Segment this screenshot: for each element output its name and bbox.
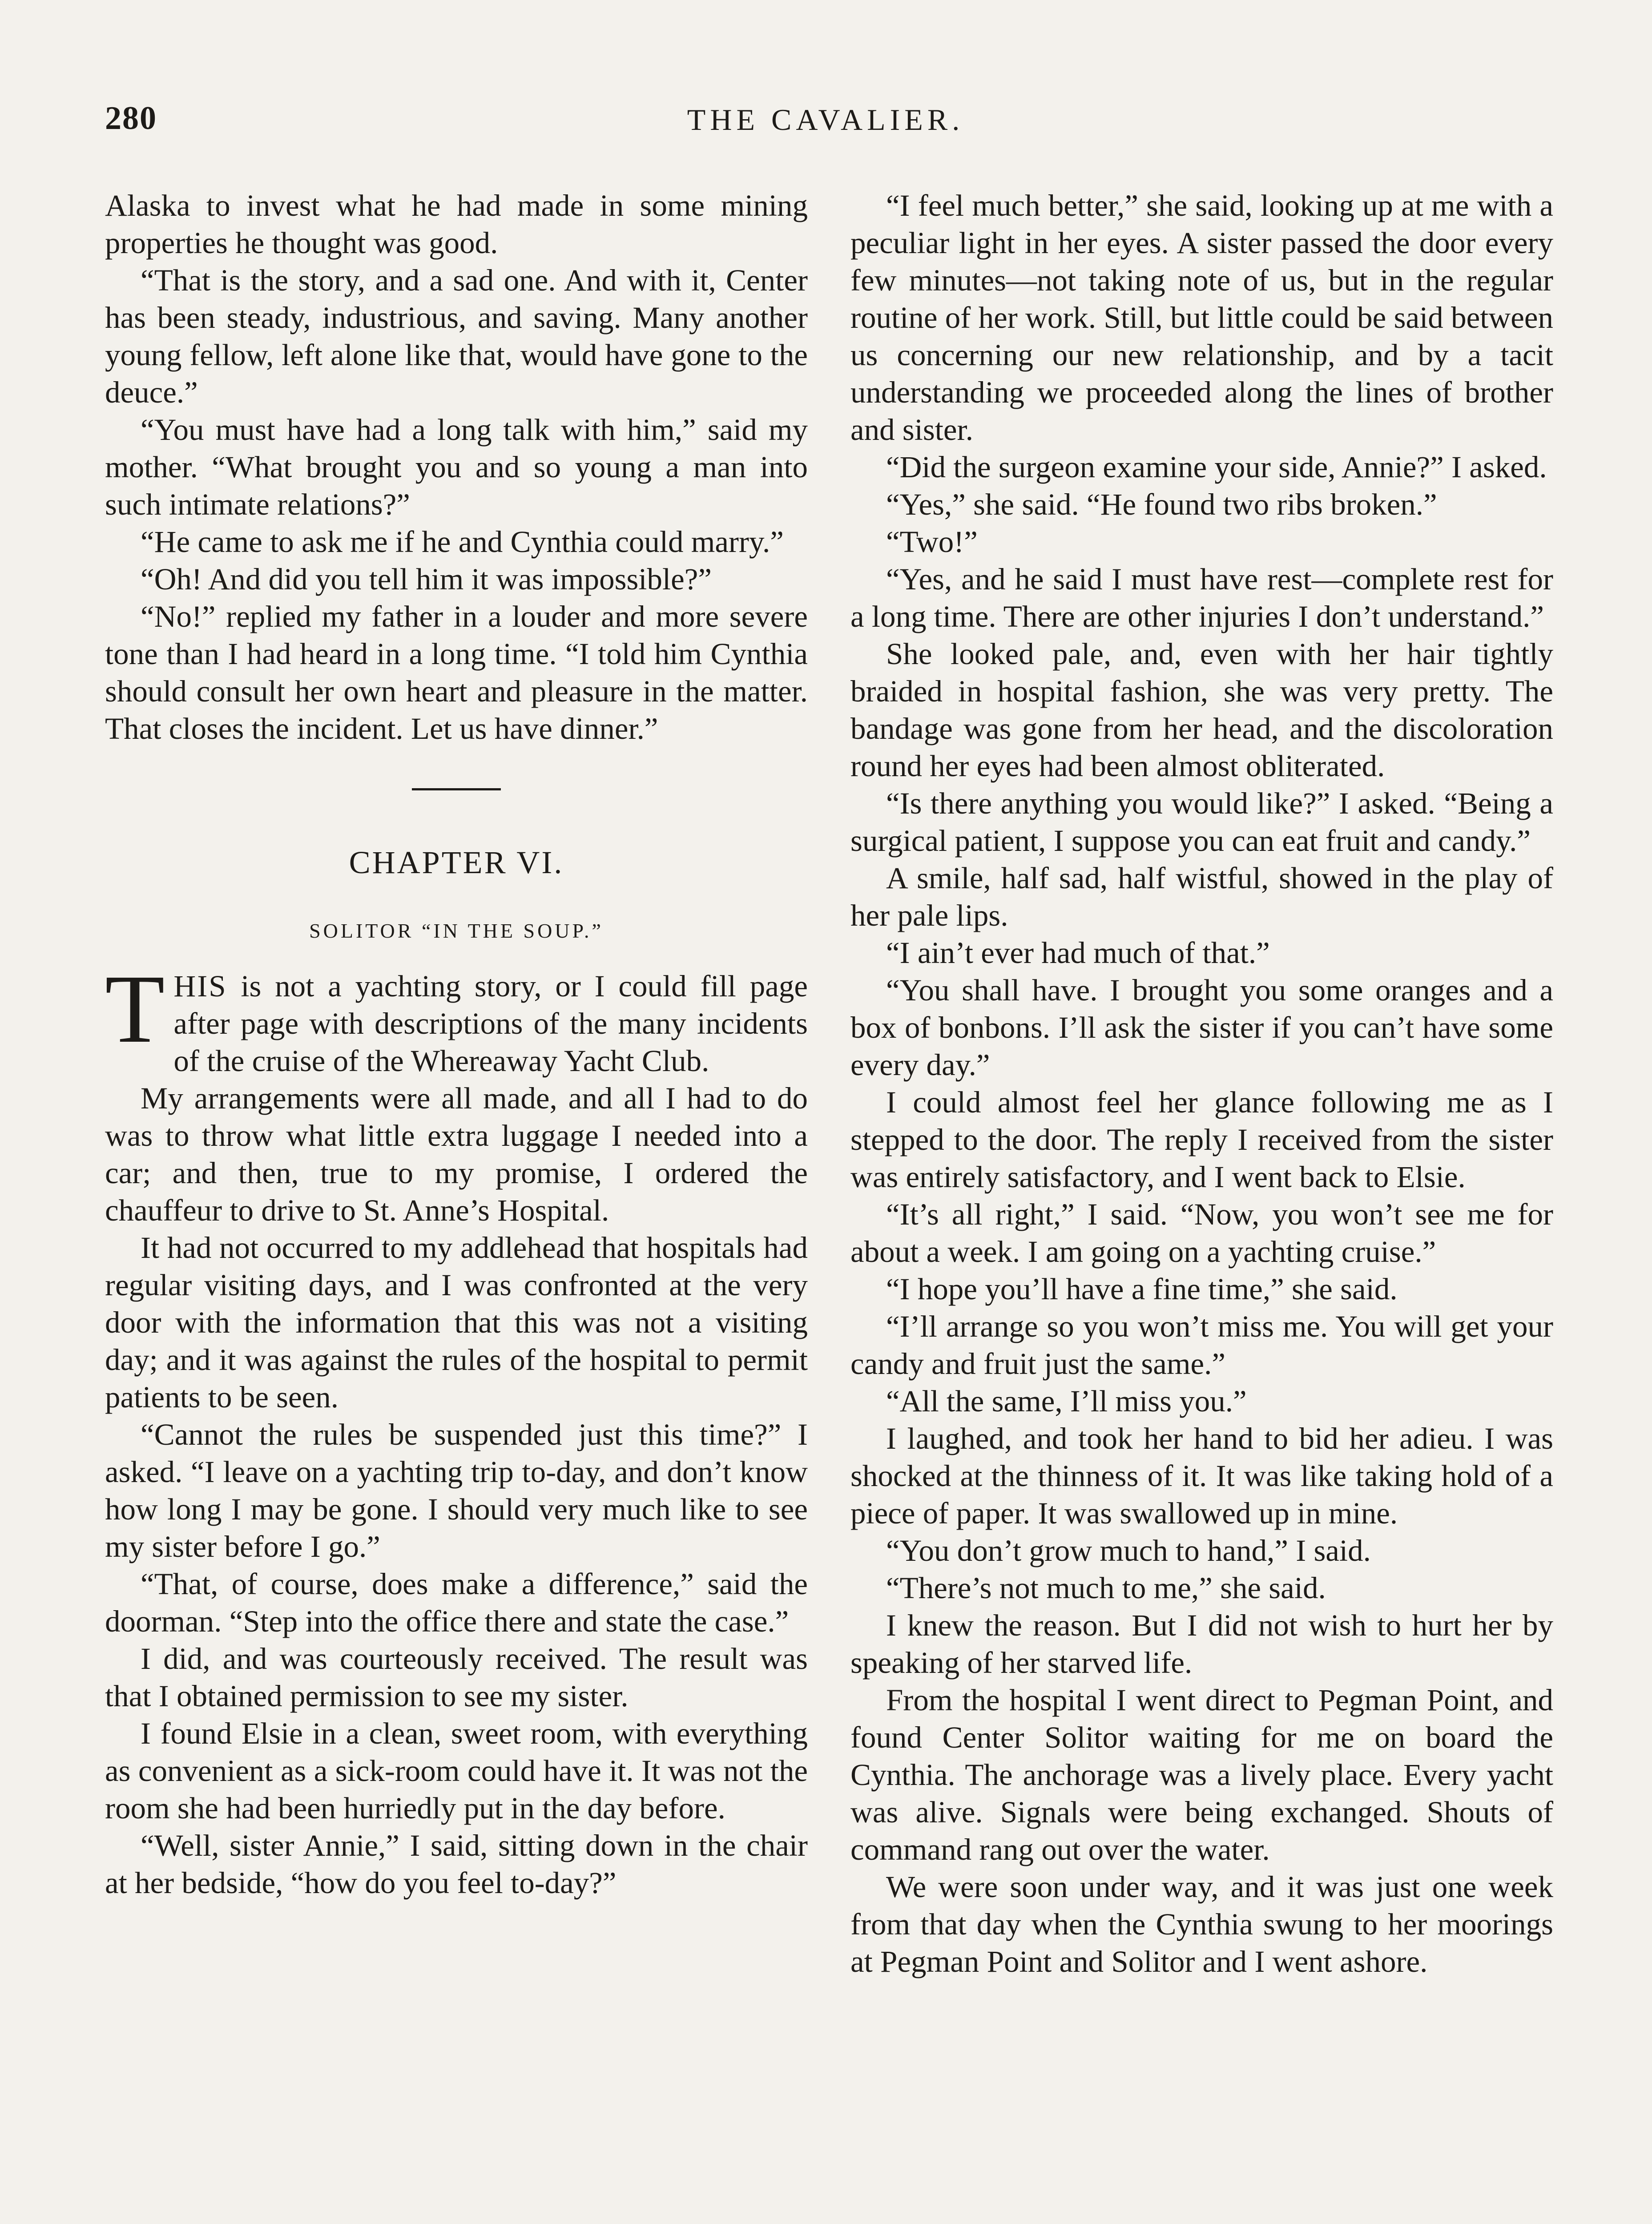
paragraph: It had not occurred to my addlehead that hospitals had regular visiting days, and I was confronted at the very door with the information that this was not a visiting day; and it was against the rules of the hospital to permit patients to be seen. — [105, 1231, 808, 1414]
paragraph: “That is the story, and a sad one. And with it, Center has been steady, industrious, and saving. Many another young fellow, left alone like that, would have gone to the deuce.” — [105, 263, 808, 409]
chapter-title: CHAPTER VI. — [349, 845, 564, 880]
opening-paragraph — [105, 955, 808, 1080]
paragraph: “Yes, and he said I must have rest—complete rest for a long time. There are other injuries I don’t understand.” — [850, 562, 1553, 633]
paragraph: “Is there anything you would like?” I asked. “Being a surgical patient, I suppose you can eat fruit and candy.” — [850, 786, 1553, 858]
paragraph: “There’s not much to me,” she said. — [886, 1571, 1326, 1605]
paragraph: “Oh! And did you tell him it was impossible?” — [141, 562, 712, 596]
paragraph: “All the same, I’ll miss you.” — [886, 1384, 1247, 1418]
paragraph: We were soon under way, and it was just one week from that day when the Cynthia swung to her moorings at Pegman Point and Solitor and I went ashore. — [850, 1870, 1553, 1978]
paragraph: “I ain’t ever had much of that.” — [886, 936, 1270, 970]
paragraph: I found Elsie in a clean, sweet room, with everything as convenient as a sick-room could have it. It was not the room she had been hurriedly put in the day before. — [105, 1716, 808, 1825]
paragraph: “Did the surgeon examine your side, Annie?” I asked. — [886, 450, 1547, 484]
drop-cap-lead: HIS — [173, 969, 227, 1003]
paragraph: “You shall have. I brought you some oranges and a box of bonbons. I’ll ask the sister if you can’t have some every day.” — [850, 973, 1553, 1082]
paragraph: “That, of course, does make a difference,” said the doorman. “Step into the office there and state the case.” — [105, 1567, 808, 1638]
chapter-subtitle: SOLITOR “IN THE SOUP.” — [309, 919, 604, 942]
paragraph: I did, and was courteously received. The result was that I obtained permission to see my sister. — [105, 1642, 808, 1713]
paragraph: I could almost feel her glance following me as I stepped to the door. The reply I received from the sister was entirely satisfactory, and I went back to Elsie. — [850, 1085, 1553, 1194]
paragraph: “You must have had a long talk with him,” said my mother. “What brought you and so young a man into such intimate relations?” — [105, 413, 808, 521]
paragraph: “He came to ask me if he and Cynthia could marry.” — [141, 525, 784, 559]
paragraph: “Yes,” she said. “He found two ribs broken.” — [886, 488, 1437, 521]
paragraph: “It’s all right,” I said. “Now, you won’t see me for about a week. I am going on a yachting cruise.” — [850, 1197, 1553, 1269]
paragraph: A smile, half sad, half wistful, showed in the play of her pale lips. — [850, 861, 1553, 932]
paragraph: Alaska to invest what he had made in some mining properties he thought was good. — [105, 189, 808, 260]
paragraph: My arrangements were all made, and all I had to do was to throw what little extra luggage I needed into a car; and then, true to my promise, I ordered the chauffeur to drive to St. Anne’s Hospital. — [105, 1081, 808, 1227]
paragraph: “I feel much better,” she said, looking up at me with a peculiar light in her eyes. A sister passed the door every few minutes—not taking note of us, but in the regular routine of her work. Still, but little could be said between us concerning our new relationship, and by a tacit understanding we proceeded along the lines of brother and sister. — [850, 189, 1553, 447]
paragraph: From the hospital I went direct to Pegman Point, and found Center Solitor waiting for me on board the Cynthia. The anchorage was a lively place. Every yacht was alive. Signals were being exchanged. Shouts of command rang out over the water. — [850, 1683, 1553, 1866]
drop-cap: T — [105, 955, 165, 1063]
paragraph: She looked pale, and, even with her hair tightly braided in hospital fashion, she was very pretty. The bandage was gone from her head, and the discoloration round her eyes had been almost obliterated. — [850, 637, 1553, 783]
paragraph: “Two!” — [886, 525, 978, 559]
opening-paragraph-text: is not a yachting story, or I could fill page after page with descriptions of the many incidents of the cruise of the Whereaway Yacht Club. — [173, 969, 808, 1078]
paragraph: “No!” replied my father in a louder and more severe tone than I had heard in a long time. “I told him Cynthia should consult her own heart and pleasure in the matter. That closes the incident. Let us have dinner.” — [105, 600, 808, 745]
left-column — [105, 187, 808, 1902]
right-column — [850, 187, 1553, 1980]
paragraph: “Cannot the rules be suspended just this time?” I asked. “I leave on a yachting trip to-day, and don’t know how long I may be gone. I should very much like to see my sister before I go.” — [105, 1418, 808, 1563]
paragraph: “You don’t grow much to hand,” I said. — [886, 1534, 1371, 1567]
page-header — [105, 100, 1546, 153]
paragraph: I knew the reason. But I did not wish to hurt her by speaking of her starved life. — [850, 1608, 1553, 1680]
running-head: THE CAVALIER. — [687, 103, 964, 137]
paragraph: “I’ll arrange so you won’t miss me. You will get your candy and fruit just the same.” — [850, 1309, 1553, 1381]
paragraph: “I hope you’ll have a fine time,” she said. — [886, 1272, 1398, 1306]
section-divider — [412, 788, 501, 790]
paragraph: I laughed, and took her hand to bid her adieu. I was shocked at the thinness of it. It was like taking hold of a piece of paper. It was swallowed up in mine. — [850, 1422, 1553, 1530]
page-number: 280 — [105, 100, 157, 137]
paragraph: “Well, sister Annie,” I said, sitting down in the chair at her bedside, “how do you feel to-day?” — [105, 1829, 808, 1900]
